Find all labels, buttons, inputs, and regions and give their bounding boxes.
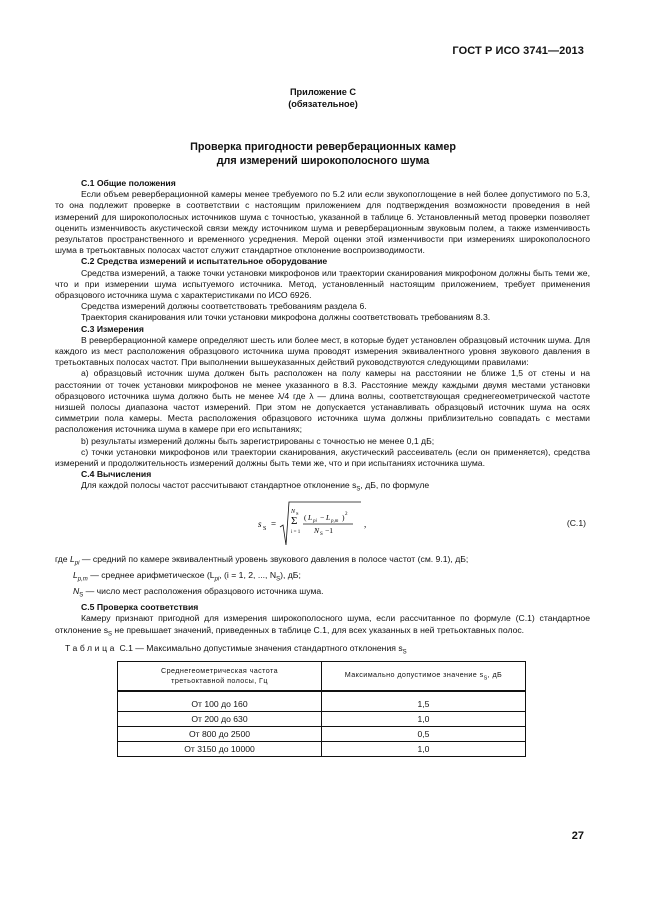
- section-heading-c1: С.1 Общие положения: [81, 178, 176, 188]
- table-header-row: [118, 662, 526, 692]
- table-row: [118, 727, 526, 742]
- page-number: 27: [571, 830, 584, 842]
- band-cell: От 800 до 2500: [118, 727, 322, 742]
- svg-text:−1: −1: [325, 526, 333, 536]
- section-heading-c4: С.4 Вычисления: [81, 469, 152, 480]
- section-heading-c5: С.5 Проверка соответствия: [81, 602, 199, 613]
- svg-text:N: N: [291, 509, 296, 516]
- svg-text:−: −: [320, 513, 325, 523]
- svg-text:s: s: [258, 519, 262, 530]
- limits-table: [117, 661, 526, 757]
- formula-graphic: [258, 500, 378, 550]
- paragraph: Средства измерений должны соответствовать требованиям раздела 6.: [81, 301, 367, 312]
- paragraph: Траектория сканирования или точки установки микрофона должны соответствовать требованиям 8.3.: [81, 312, 491, 323]
- band-cell: От 200 до 630: [118, 712, 322, 727]
- definition-1: где $L_{pi}$ — средний по камере эквивалентный уровень звукового давления в полосе частот (см. 9.1), дБ;: [55, 554, 469, 568]
- appendix-label: Приложение С: [289, 87, 357, 97]
- paragraph: Средства измерений, а также точки установки микрофонов или траектории сканирования микрофоном должны быть теми же, что и при измерении шума испытуемого источника. Метод, установленный настоящим приложением, требует применения образцового источника шума с характеристиками по ИСО 6926.: [55, 267, 590, 301]
- table-row: [118, 712, 526, 727]
- list-item: с) точки установки микрофонов или траектории сканирования, акустический рассеиватель (если он применяется), средства измерений и продолжительность измерений должны быть теми же, что и при испытаниях источника шума.: [55, 446, 590, 469]
- list-item: а) образцовый источник шума должен быть расположен на полу камеры на расстоянии не ближе 1,5 от стены и на расстоянии от точек установки микрофонов не менее указанного в 8.3. Расстояние между каждыми двумя местами установки образцового источника шума должно быть не менее λ/4 где λ — длина волны, соответствующая среднегеометрической частоте низшей полосы диапазона частот измерений. При этом не допускается устанавливать образцовый источник шума на осях симметрии пола камеры. Места расположения образцового источника шума должны приблизительно совпадать с местами расположения источника шума в камере при его испытаниях;: [55, 368, 590, 435]
- svg-text:N: N: [314, 526, 320, 536]
- list-item: b) результаты измерений должны быть зарегистрированы с точностью не менее 0,1 дБ;: [81, 435, 435, 446]
- svg-text:Σ: Σ: [291, 515, 298, 528]
- definition-3: $N_S$ — число мест расположения образцового источника шума.: [73, 586, 324, 599]
- paragraph: Если объем реверберационной камеры менее требуемого по 5.2 или если звукопоглощение в ней более допустимого по 5.3, то она подлежит проверке в соответствии с настоящим приложением для подтверждения возможности проведения в ней измерений для широкополосных источников шума с точностью, указанной в таблице 6. Установленный метод проверки позволяет оценить изменчивость акустической связи между источником шума и реверберационным звуковым полем, а также изменчивость результатов пространственного и временного усреднения. Мерой оценки этой изменчивости при измерениях широкополосного шума в третьоктавных полосах частот служит стандартное отклонение воспроизводимости.: [55, 189, 590, 256]
- title-line-1: Проверка пригодности реверберационных камер: [190, 141, 456, 153]
- paragraph: В реверберационной камере определяют шесть или более мест, в которые будет установлен образцовый источник шума. Для каждого из мест расположения образцового источника шума проводят измерения эквивалентного уровня звукового давления в третьоктавных полосах частот. При выполнении вышеуказанных действий руководствуются следующими правилами:: [55, 334, 590, 368]
- svg-text:(: (: [304, 513, 307, 523]
- paragraph: Для каждой полосы частот рассчитывают стандартное отклонение $s_S$, дБ, по формуле: [81, 480, 430, 494]
- definition-2: $L_{p,m}$ — среднее арифметическое ($L_{pi}$, (i = 1, 2, ..., $N_S$), дБ;: [73, 570, 301, 584]
- svg-text:S: S: [263, 526, 267, 533]
- formula-number: (С.1): [566, 518, 586, 529]
- appendix-status: (обязательное): [288, 99, 358, 109]
- table-row: [118, 742, 526, 757]
- value-cell: 1,0: [322, 712, 526, 727]
- svg-text:): ): [342, 513, 345, 523]
- section-heading-c3: С.3 Измерения: [81, 323, 144, 334]
- value-cell: 1,5: [322, 691, 526, 712]
- table-row: [118, 691, 526, 712]
- column-header-max-deviation: Максимально допустимое значение $s_S$, дБ: [322, 662, 526, 692]
- appendix-heading: [60, 86, 586, 110]
- svg-text:i = 1: i = 1: [291, 530, 301, 536]
- svg-text:=: =: [271, 519, 277, 530]
- band-cell: От 100 до 160: [118, 691, 322, 712]
- table-caption: Таблица С.1 — Максимально допустимые значения стандартного отклонения $s_S$: [65, 642, 407, 656]
- svg-text:2: 2: [345, 512, 348, 518]
- paragraph: Камеру признают пригодной для измерения широкополосного шума, если рассчитанное по формуле (С.1) стандартное отклонение $s_S$ не превышает значений, приведенных в таблице С.1, для всех указанных в ней третьоктавных полос.: [55, 613, 590, 638]
- band-cell: От 3150 до 10000: [118, 742, 322, 757]
- document-body: [55, 178, 590, 757]
- svg-text:p,m: p,m: [331, 519, 339, 525]
- svg-text:,: ,: [364, 519, 367, 530]
- svg-text:pi: pi: [313, 519, 317, 525]
- svg-text:S: S: [296, 511, 299, 517]
- document-header: ГОСТ Р ИСО 3741—2013: [452, 45, 584, 57]
- column-header-frequency: Среднегеометрическая частота третьоктавной полосы, Гц: [118, 662, 322, 692]
- section-heading-c2: С.2 Средства измерений и испытательное оборудование: [81, 256, 328, 267]
- value-cell: 0,5: [322, 727, 526, 742]
- svg-text:S: S: [320, 532, 323, 538]
- svg-text:L: L: [308, 513, 313, 523]
- title-line-2: для измерений широкополосного шума: [216, 155, 430, 167]
- value-cell: 1,0: [322, 742, 526, 757]
- svg-text:L: L: [326, 513, 331, 523]
- formula-c1: [55, 500, 590, 552]
- page-title: [60, 140, 586, 168]
